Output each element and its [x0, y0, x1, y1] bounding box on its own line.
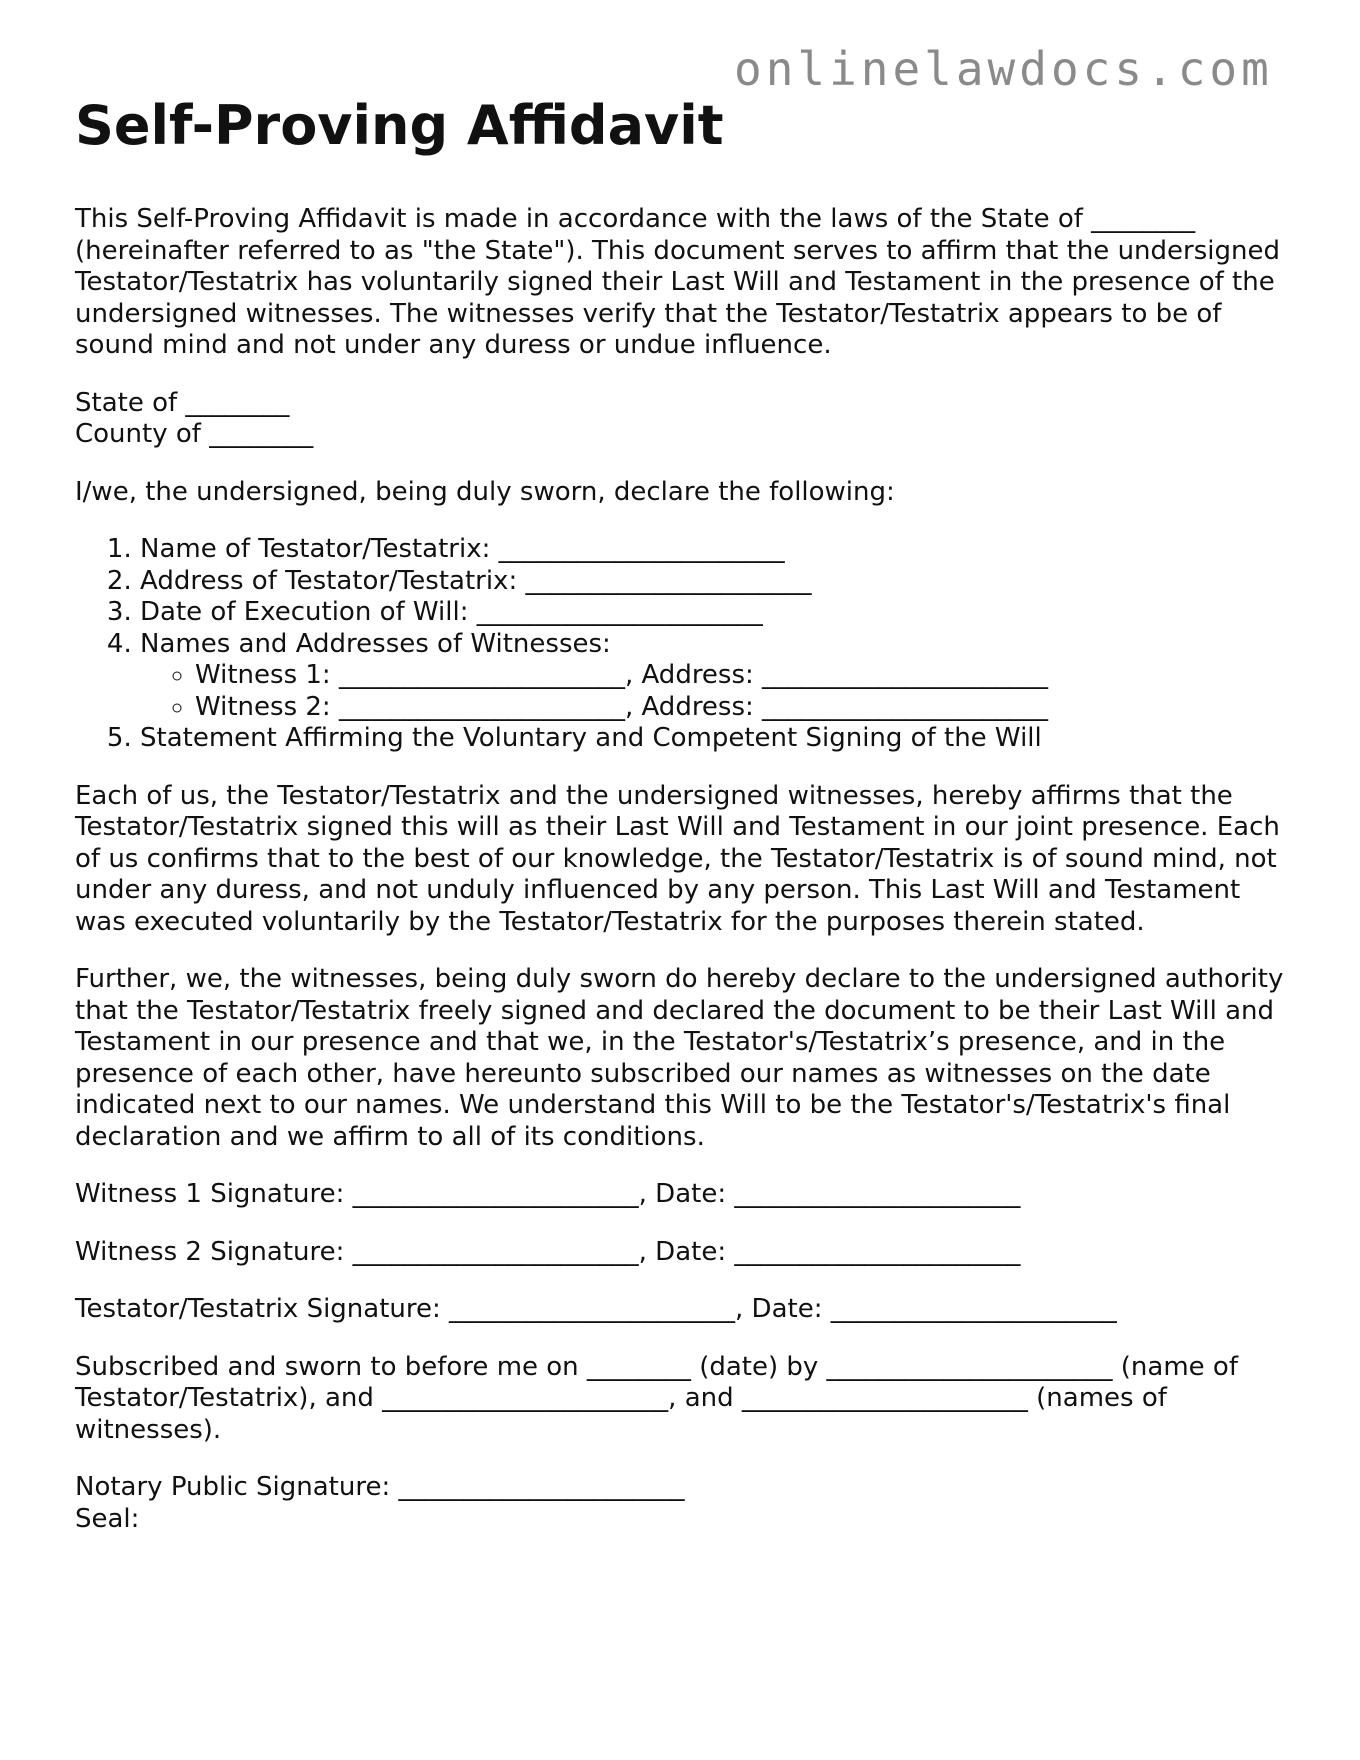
witness-2-signature-line: Witness 2 Signature: ______________________, Date: ______________________	[75, 1236, 1021, 1267]
testator-signature-line: Testator/Testatrix Signature: ______________________, Date: ______________________	[75, 1294, 1117, 1324]
document-body	[75, 92, 1290, 1535]
venue-block	[75, 388, 1290, 451]
witness-sublist	[140, 660, 1290, 723]
notary-statement: Subscribed and sworn to before me on ________ (date) by ______________________ (name of Testator/Testatrix), and ______________________, and ______________________ (names of witnesses).	[75, 1351, 1238, 1445]
affirmation-paragraph: Each of us, the Testator/Testatrix and the undersigned witnesses, hereby affirms that the Testator/Testatrix signed this will as their Last Will and Testament in our joint presence. Each of us confirms that to the best of our knowledge, the Testator/Testatrix is of sound mind, not under any duress, and not unduly influenced by any person. This Last Will and Testament was executed voluntarily by the Testator/Testatrix for the purposes therein stated.	[75, 780, 1280, 937]
venue-county: County of ________	[75, 419, 314, 449]
list-item-witnesses-label: Names and Addresses of Witnesses:	[140, 628, 611, 659]
watermark: onlinelawdocs.com	[734, 42, 1273, 96]
document-title: Self-Proving Affidavit	[75, 94, 724, 157]
notary-block	[75, 1472, 1290, 1535]
intro-paragraph: This Self-Proving Affidavit is made in accordance with the laws of the State of ________ (hereinafter referred to as "the State"). This document serves to affirm that the undersigned Testator/Testatrix has voluntarily signed their Last Will and Testament in the presence of the undersigned witnesses. The witnesses verify that the Testator/Testatrix appears to be of sound mind and not under any duress or undue influence.	[75, 204, 1280, 360]
notary-signature-line: Notary Public Signature: ______________________	[75, 1472, 685, 1502]
list-item-statement: 5. Statement Affirming the Voluntary and Competent Signing of the Will	[140, 723, 1290, 755]
witness-1-line: ◦ Witness 1: ______________________, Address: ______________________	[195, 660, 1290, 692]
venue-state: State of ________	[75, 387, 290, 418]
witness-declaration-paragraph: Further, we, the witnesses, being duly sworn do hereby declare to the undersigned authority that the Testator/Testatrix freely signed and declared the document to be their Last Will and Testament in our presence and that we, in the Testator's/Testatrix’s presence, and in the presence of each other, have hereunto subscribed our names as witnesses on the date indicated next to our names. We understand this Will to be the Testator's/Testatrix's final declaration and we affirm to all of its conditions.	[75, 964, 1284, 1152]
list-item-witnesses	[140, 629, 1290, 724]
witness-2-line: ◦ Witness 2: ______________________, Address: ______________________	[195, 692, 1290, 724]
list-item-testator-address: 2. Address of Testator/Testatrix: ______________________	[140, 566, 1290, 598]
list-item-execution-date: 3. Date of Execution of Will: ______________________	[140, 597, 1290, 629]
list-item-testator-name: 1. Name of Testator/Testatrix: ______________________	[140, 534, 1290, 566]
declaration-line: I/we, the undersigned, being duly sworn, declare the following:	[75, 476, 895, 507]
witness-1-signature-line: Witness 1 Signature: ______________________, Date: ______________________	[75, 1179, 1021, 1209]
notary-seal-label: Seal:	[75, 1503, 140, 1534]
declaration-list	[75, 534, 1290, 755]
